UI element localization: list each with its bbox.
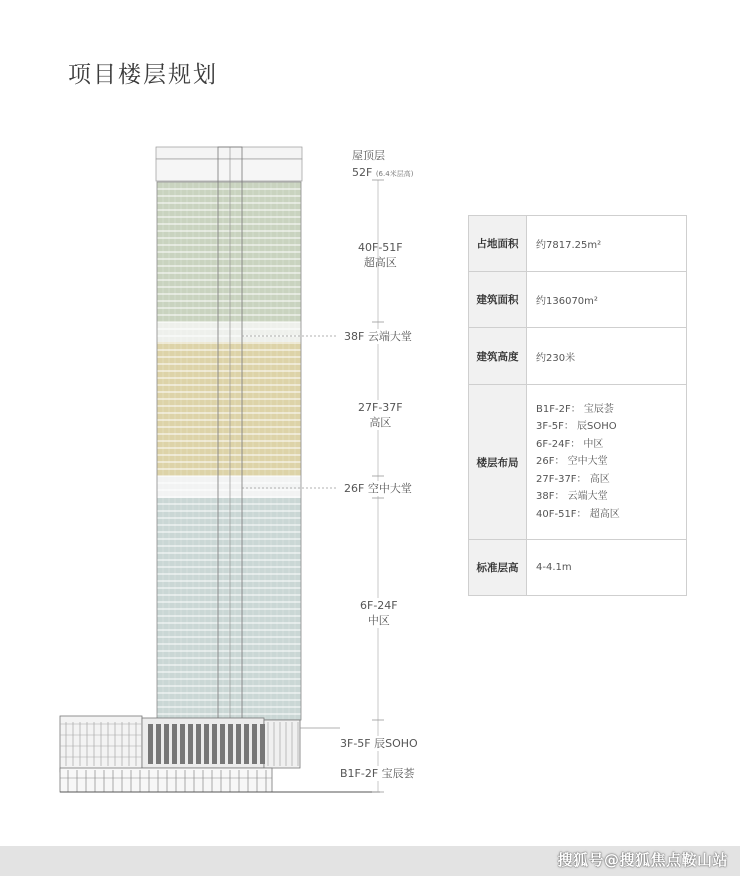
watermark: 搜狐号@搜狐焦点鞍山站	[557, 851, 728, 869]
soho-fin	[148, 724, 153, 764]
floor-layout-list	[527, 385, 687, 540]
soho-fin	[180, 724, 185, 764]
label-cloud-lobby: 38F 云端大堂	[344, 330, 412, 343]
label-super-high	[358, 240, 403, 270]
label-soho: 3F-5F 辰SOHO	[340, 737, 418, 750]
soho-fin	[228, 724, 233, 764]
soho-fin	[164, 724, 169, 764]
roof-cap	[156, 147, 302, 159]
row-value: 约230米	[527, 328, 687, 385]
layout-line: 27F-37F： 高区	[536, 473, 610, 485]
table-row	[469, 272, 687, 328]
table-row	[469, 216, 687, 272]
podium-base	[60, 768, 272, 792]
soho-fin	[236, 724, 241, 764]
label-podium: B1F-2F 宝辰荟	[340, 767, 415, 780]
soho-fin	[188, 724, 193, 764]
label-52f	[352, 165, 413, 182]
layout-line: 3F-5F： 辰SOHO	[536, 421, 617, 433]
soho-fin	[244, 724, 249, 764]
row-key: 标准层高	[469, 540, 527, 596]
page-title: 项目楼层规划	[68, 62, 218, 88]
podium-right-block	[264, 720, 300, 768]
label-high-name: 高区	[369, 416, 392, 429]
project-info-table	[468, 215, 687, 596]
soho-fin	[212, 724, 217, 764]
label-roof: 屋顶层	[352, 149, 385, 162]
table-row	[469, 385, 687, 540]
label-sky-lobby: 26F 空中大堂	[344, 482, 412, 495]
row-key: 建筑面积	[469, 272, 527, 328]
layout-line: 6F-24F： 中区	[536, 438, 604, 450]
row-value: 约136070m²	[527, 272, 687, 328]
soho-fin	[172, 724, 177, 764]
soho-fin	[220, 724, 225, 764]
soho-fin	[156, 724, 161, 764]
label-super-high-range: 40F-51F	[358, 241, 403, 254]
row-value: 约7817.25m²	[527, 216, 687, 272]
table-row	[469, 328, 687, 385]
label-mid	[360, 598, 398, 628]
soho-fin	[196, 724, 201, 764]
layout-line: B1F-2F： 宝辰荟	[536, 403, 614, 415]
row-key: 占地面积	[469, 216, 527, 272]
layout-line: 26F： 空中大堂	[536, 456, 608, 468]
label-super-high-name: 超高区	[363, 256, 397, 269]
layout-line: 38F： 云端大堂	[536, 491, 608, 503]
crown-floor	[156, 159, 302, 181]
label-mid-range: 6F-24F	[360, 599, 398, 612]
label-52f-text: 52F	[352, 166, 373, 179]
soho-fin	[204, 724, 209, 764]
soho-fin	[252, 724, 257, 764]
label-high-range: 27F-37F	[358, 401, 403, 414]
label-52f-note: (6.4米层高)	[375, 170, 414, 178]
label-high	[358, 400, 403, 430]
label-mid-name: 中区	[367, 614, 390, 627]
row-key: 建筑高度	[469, 328, 527, 385]
table-row	[469, 540, 687, 596]
soho-fin	[260, 724, 265, 764]
row-value: 4-4.1m	[527, 540, 687, 596]
row-key: 楼层布局	[469, 385, 527, 540]
layout-line: 40F-51F： 超高区	[536, 508, 620, 520]
